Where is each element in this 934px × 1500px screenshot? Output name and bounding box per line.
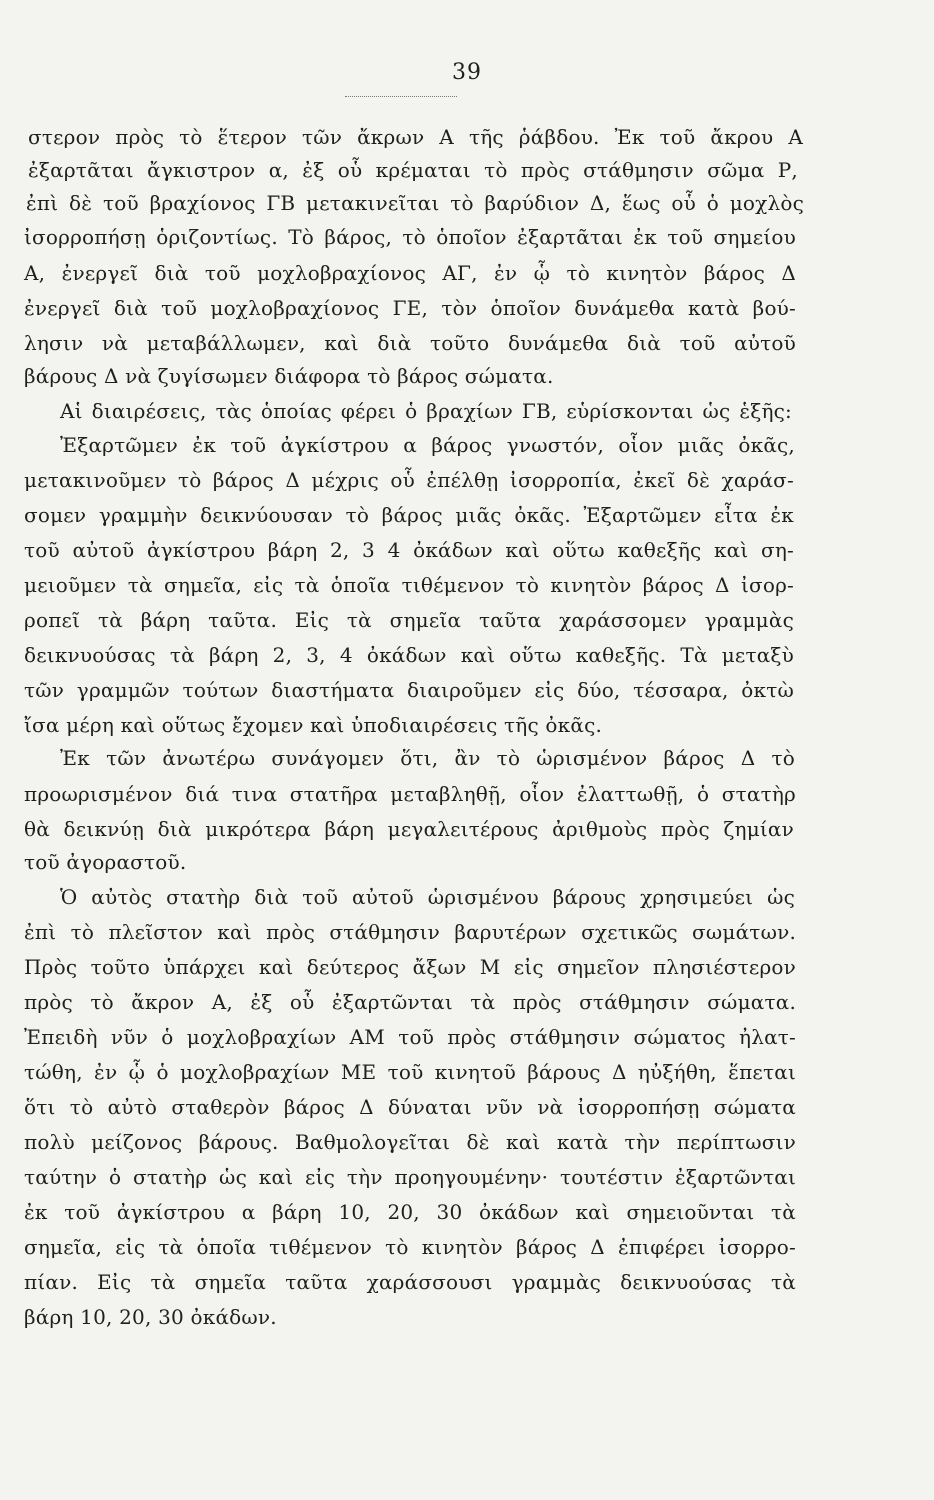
text-line: προωρισμένον διά τινα στατῆρα μεταβληθῇ, οἷον ἐλαττωθῇ, ὁ στατὴρ xyxy=(24,782,796,806)
text-line: βάρη 10, 20, 30 ὀκάδων. xyxy=(24,1305,277,1329)
text-line: ταύτην ὁ στατὴρ ὡς καὶ εἰς τὴν προηγουμένην· τουτέστιν ἐξαρτῶνται xyxy=(24,1165,796,1189)
text-line: ἐπὶ τὸ πλεῖστον καὶ πρὸς στάθμησιν βαρυτέρων σχετικῶς σωμάτων. xyxy=(24,920,796,944)
text-line: Πρὸς τοῦτο ὑπάρχει καὶ δεύτερος ἄξων Μ εἰς σημεῖον πλησιέστερον xyxy=(24,955,796,979)
text-line: ἴσα μέρη καὶ οὕτως ἔχομεν καὶ ὑποδιαιρέσεις τῆς ὀκᾶς. xyxy=(24,713,603,737)
text-line: σομεν γραμμὴν δεικνύουσαν τὸ βάρος μιᾶς ὀκᾶς. Ἐξαρτῶμεν εἶτα ἐκ xyxy=(24,503,794,527)
text-line: πρὸς τὸ ἄκρον Α, ἐξ οὗ ἐξαρτῶνται τὰ πρὸς στάθμησιν σώματα. xyxy=(24,990,796,1014)
text-line: πολὺ μείζονος βάρους. Βαθμολογεῖται δὲ καὶ κατὰ τὴν περίπτωσιν xyxy=(24,1130,796,1154)
text-line: τώθη, ἐν ᾧ ὁ μοχλοβραχίων ΜΕ τοῦ κινητοῦ βάρους Δ ηὐξήθη, ἕπεται xyxy=(24,1060,796,1084)
text-line: ἐκ τοῦ ἀγκίστρου α βάρη 10, 20, 30 ὀκάδων καὶ σημειοῦνται τὰ xyxy=(24,1200,796,1224)
text-line: ὅτι τὸ αὐτὸ σταθερὸν βάρος Δ δύναται νῦν νὰ ἰσορροπήσῃ σώματα xyxy=(24,1095,796,1119)
text-line: τῶν γραμμῶν τούτων διαστήματα διαιροῦμεν εἰς δύο, τέσσαρα, ὀκτὼ xyxy=(24,678,794,702)
text-line: λησιν νὰ μεταβάλλωμεν, καὶ διὰ τοῦτο δυνάμεθα διὰ τοῦ αὐτοῦ xyxy=(24,331,796,355)
text-line: ἐπὶ δὲ τοῦ βραχίονος ΓΒ μετακινεῖται τὸ βαρύδιον Δ, ἕως οὗ ὁ μοχλὸς xyxy=(26,191,804,215)
text-line: δεικνυούσας τὰ βάρη 2, 3, 4 ὀκάδων καὶ οὕτω καθεξῆς. Τὰ μεταξὺ xyxy=(24,643,794,667)
text-line: ἰσορροπήσῃ ὁριζοντίως. Τὸ βάρος, τὸ ὁποῖον ἐξαρτᾶται ἐκ τοῦ σημείου xyxy=(24,225,796,249)
text-line: ροπεῖ τὰ βάρη ταῦτα. Εἰς τὰ σημεῖα ταῦτα χαράσσομεν γραμμὰς xyxy=(24,608,794,632)
text-line: Ἐπειδὴ νῦν ὁ μοχλοβραχίων ΑΜ τοῦ πρὸς στάθμησιν σώματος ἠλατ- xyxy=(24,1025,796,1049)
text-line: ἐξαρτᾶται ἄγκιστρον α, ἐξ οὗ κρέμαται τὸ πρὸς στάθμησιν σῶμα Ρ, xyxy=(28,158,798,182)
text-line: Α, ἐνεργεῖ διὰ τοῦ μοχλοβραχίονος ΑΓ, ἐν ᾧ τὸ κινητὸν βάρος Δ xyxy=(24,261,796,285)
text-line: μειοῦμεν τὰ σημεῖα, εἰς τὰ ὁποῖα τιθέμενον τὸ κινητὸν βάρος Δ ἰσορ- xyxy=(24,573,794,597)
text-line: τοῦ αὐτοῦ ἀγκίστρου βάρη 2, 3 4 ὀκάδων καὶ οὕτω καθεξῆς καὶ ση- xyxy=(24,538,794,562)
text-line: πίαν. Εἰς τὰ σημεῖα ταῦτα χαράσσουσι γραμμὰς δεικνυούσας τὰ xyxy=(24,1270,796,1294)
text-line: Ὁ αὐτὸς στατὴρ διὰ τοῦ αὐτοῦ ὡρισμένου βάρους χρησιμεύει ὡς xyxy=(60,885,795,909)
text-line: Αἱ διαιρέσεις, τὰς ὁποίας φέρει ὁ βραχίων ΓΒ, εὑρίσκονται ὡς ἑξῆς: xyxy=(60,399,792,423)
text-line: στερον πρὸς τὸ ἕτερον τῶν ἄκρων Α τῆς ῥάβδου. Ἐκ τοῦ ἄκρου Α xyxy=(28,125,803,149)
text-line: ἐνεργεῖ διὰ τοῦ μοχλοβραχίονος ΓΕ, τὸν ὁποῖον δυνάμεθα κατὰ βού- xyxy=(24,296,796,320)
header-rule xyxy=(345,96,457,97)
page-number: 39 xyxy=(452,60,482,85)
text-line: σημεῖα, εἰς τὰ ὁποῖα τιθέμενον τὸ κινητὸν βάρος Δ ἐπιφέρει ἰσορρο- xyxy=(24,1235,796,1259)
text-line: βάρους Δ νὰ ζυγίσωμεν διάφορα τὸ βάρος σώματα. xyxy=(24,364,554,388)
text-line: Ἐκ τῶν ἀνωτέρω συνάγομεν ὅτι, ἂν τὸ ὡρισμένον βάρος Δ τὸ xyxy=(60,746,795,770)
text-line: Ἐξαρτῶμεν ἐκ τοῦ ἀγκίστρου α βάρος γνωστόν, οἷον μιᾶς ὀκᾶς, xyxy=(60,433,795,457)
text-line: μετακινοῦμεν τὸ βάρος Δ μέχρις οὗ ἐπέλθῃ ἰσορροπία, ἐκεῖ δὲ χαράσ- xyxy=(24,468,794,492)
text-line: θὰ δεικνύῃ διὰ μικρότερα βάρη μεγαλειτέρους ἀριθμοὺς πρὸς ζημίαν xyxy=(24,817,794,841)
text-line: τοῦ ἀγοραστοῦ. xyxy=(24,850,187,874)
